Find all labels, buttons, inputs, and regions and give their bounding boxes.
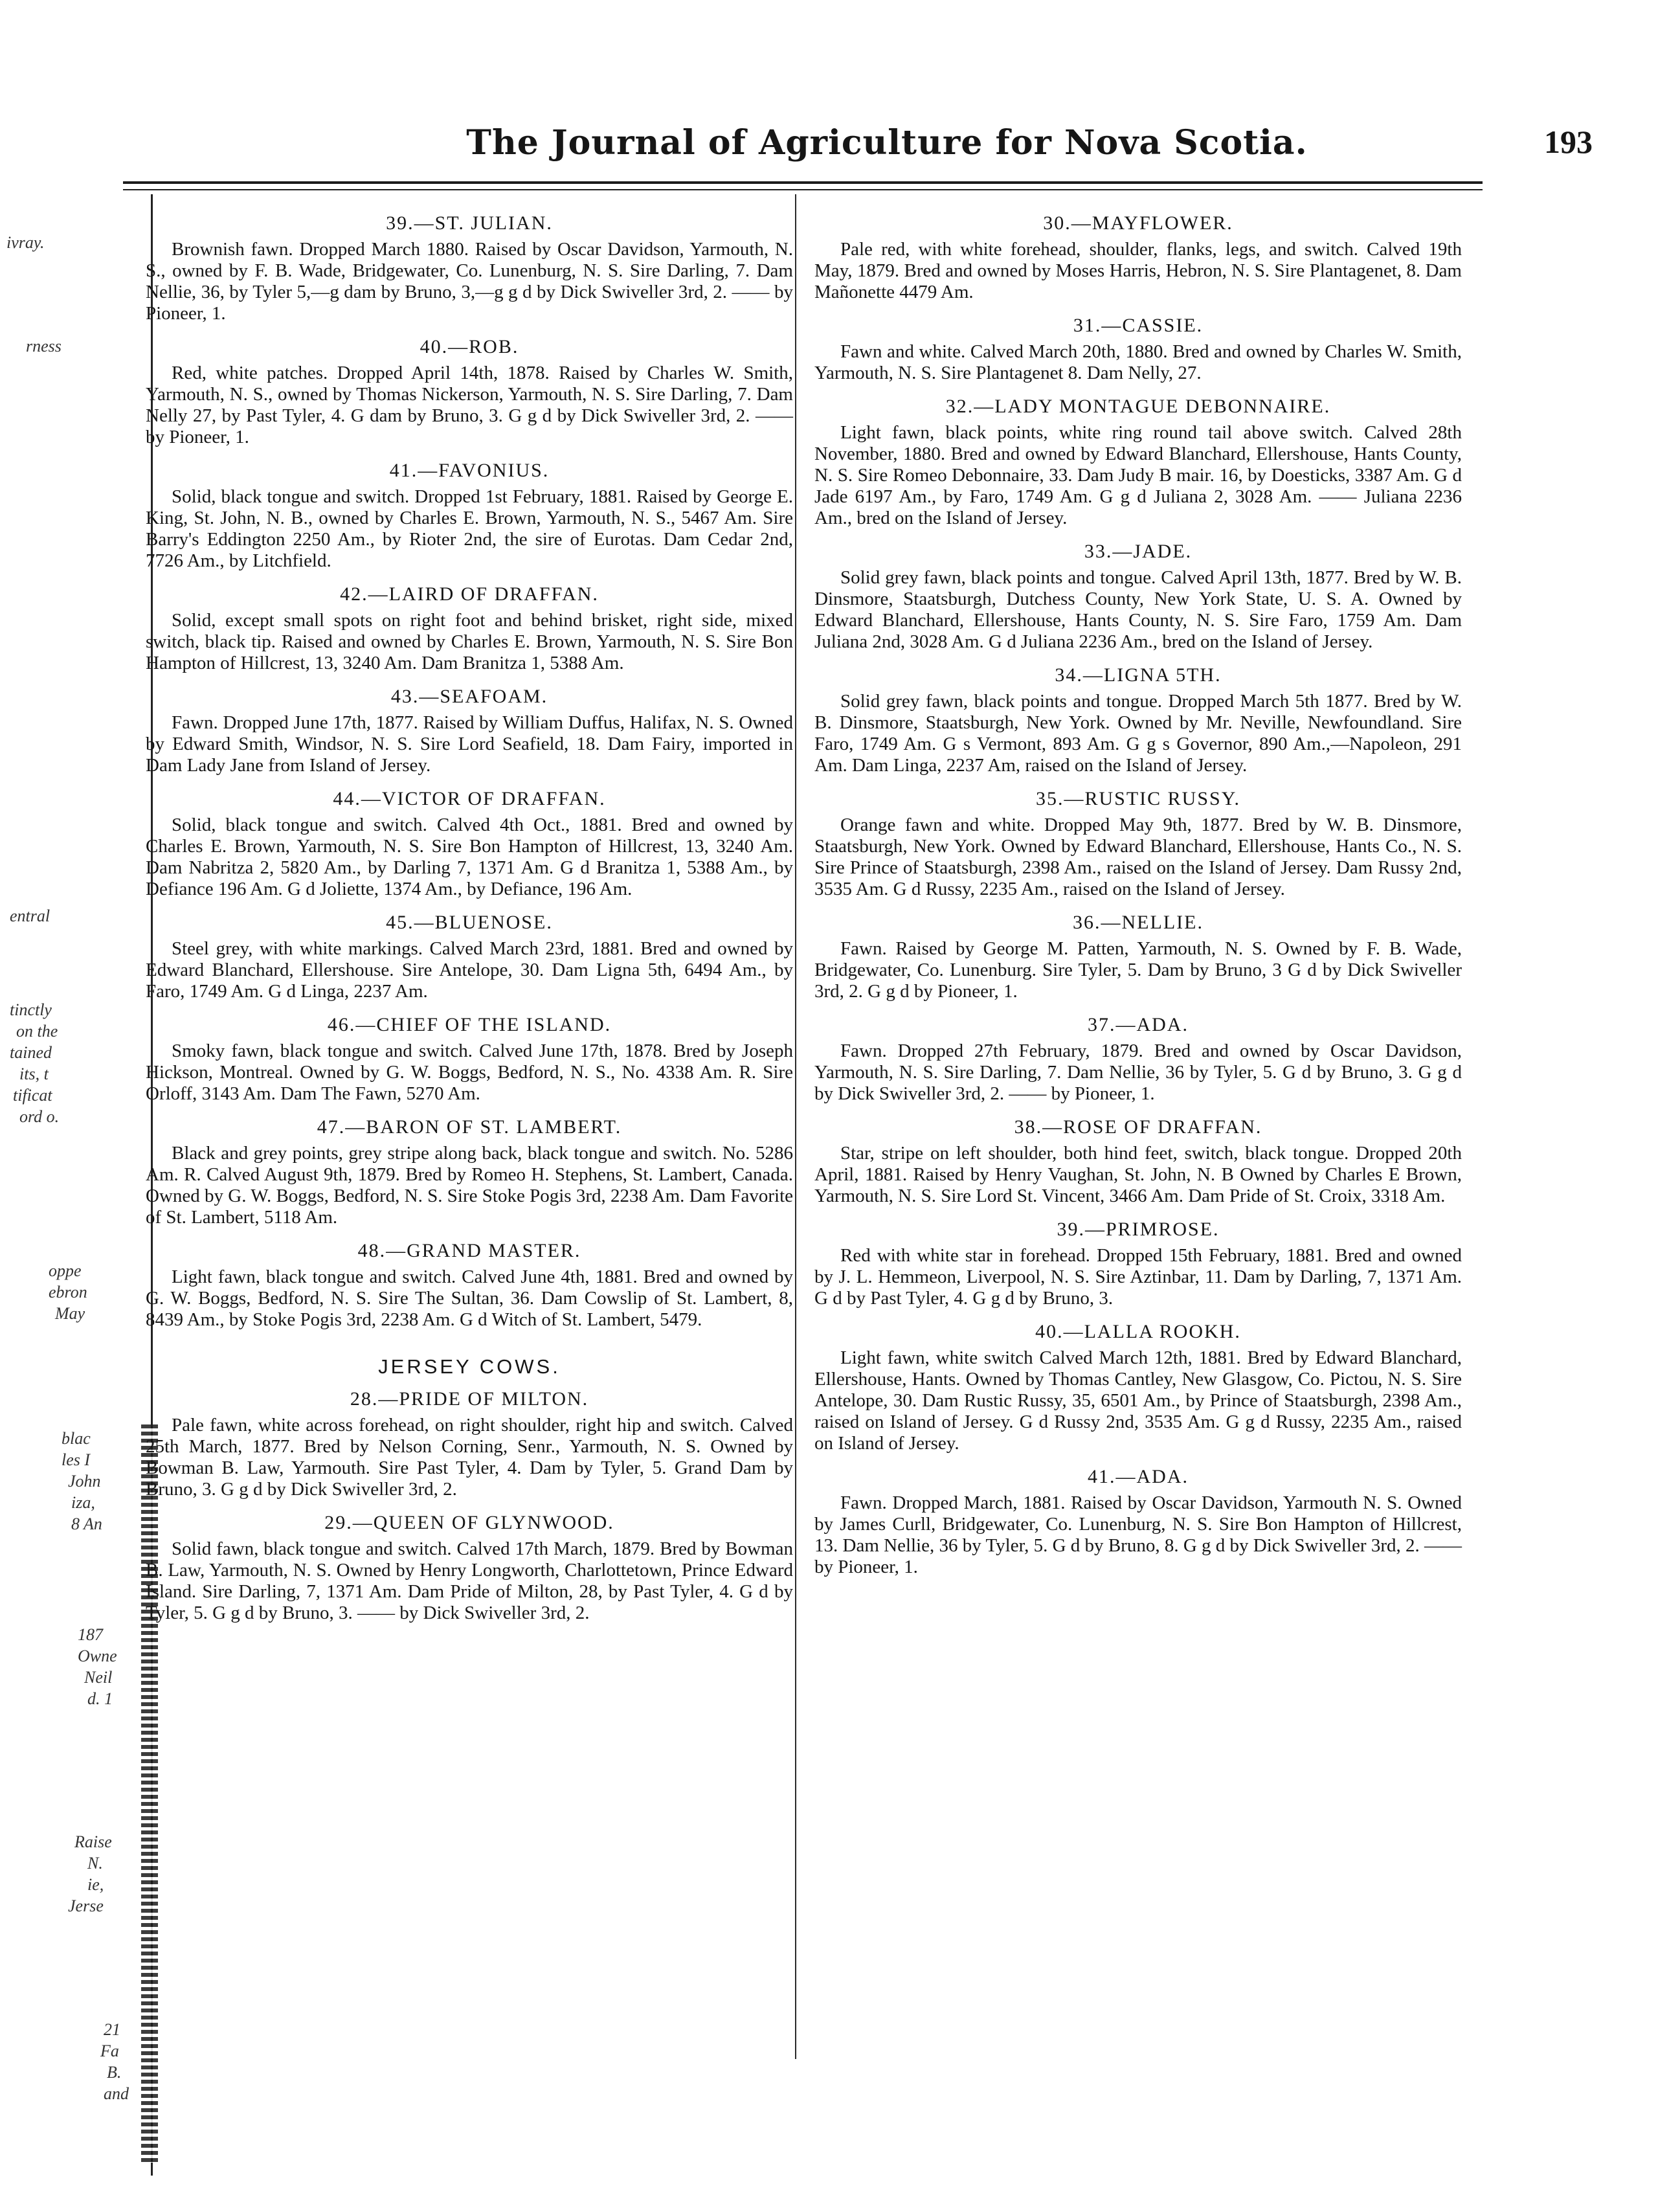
margin-fragment: Owne: [78, 1647, 117, 1665]
entry-title: 39.—PRIMROSE.: [1057, 1219, 1220, 1240]
margin-fragment: rness: [26, 337, 62, 355]
left-column: [146, 210, 793, 1634]
column-divider: [795, 194, 796, 2059]
pedigree-entry: [814, 210, 1462, 303]
pedigree-entry: [146, 1510, 793, 1624]
margin-fragment: May: [55, 1304, 85, 1323]
entry-body: Star, stripe on left shoulder, both hind feet, switch, black tongue. Dropped 20th April, 1881. Raised by Henry Vaughan, St. John, N. B Owned by Charles E Brown, Yarmouth, N. S. Sire Lord St. Vincent, 3466 Am. Dam Pride of St. Croix, 3318 Am.: [814, 1143, 1462, 1206]
margin-fragment: blac: [62, 1429, 91, 1448]
margin-fragment: ebron: [49, 1283, 87, 1301]
right-column: [814, 210, 1462, 1588]
entry-body: Light fawn, white switch Calved March 12th, 1881. Bred by Edward Blanchard, Ellershouse, Hants. Owned by Thomas Cantley, New Glasgow, Co. Pictou, N. S. Sire Antelope, 30. Dam Rustic Russy, 35, 6501 Am., by Prince of Staatsburgh, 2398 Am., raised on Island of Jersey. G d Russy 2nd, 3535 Am. G g d Russy, 2235 Am., raised on Island of Jersey.: [814, 1347, 1462, 1454]
pedigree-entry: [146, 786, 793, 900]
entry-body: Solid, except small spots on right foot and behind brisket, right side, mixed switch, black tip. Raised and owned by Charles E. Brown, Yarmouth, N. S. Sire Bon Hampton of Hillcrest, 13, 3240 Am. Dam Branitza 1, 5388 Am.: [146, 610, 793, 673]
entry-title: 47.—BARON OF ST. LAMBERT.: [317, 1116, 622, 1138]
pedigree-entry: [146, 458, 793, 572]
pedigree-entry: [814, 786, 1462, 900]
entry-body: Fawn. Dropped March, 1881. Raised by Oscar Davidson, Yarmouth N. S. Owned by James Curll, Bridgewater, Co. Lunenburg, N. S. Sire Bon Hampton of Hillcrest, 13. Dam Nellie, 36 by Tyler, 5. G d by Bruno, 8. G g d by Dick Swiveller 3rd, 2. —— by Pioneer, 1.: [814, 1492, 1462, 1577]
entry-body: Pale fawn, white across forehead, on right shoulder, right hip and switch. Calved 25th March, 1877. Bred by Nelson Corning, Senr., Yarmouth, N. S. Owned by Bowman B. Law, Yarmouth. Sire Past Tyler, 4. Dam by Tyler, 5. Grand Dam by Bruno, 3. G g d by Dick Swiveller 3rd, 2.: [146, 1415, 793, 1500]
margin-fragment: tificat: [13, 1086, 52, 1105]
margin-fragment: 8 An: [71, 1514, 102, 1533]
margin-fragment: les I: [62, 1450, 91, 1469]
entry-title: 48.—GRAND MASTER.: [357, 1240, 581, 1261]
pedigree-entry: [146, 1238, 793, 1331]
entry-title: 42.—LAIRD OF DRAFFAN.: [340, 583, 599, 605]
pedigree-entry: [814, 394, 1462, 529]
pedigree-entry: [814, 539, 1462, 653]
pedigree-entry: [146, 1012, 793, 1105]
entry-body: Black and grey points, grey stripe along back, black tongue and switch. No. 5286 Am. R. Calved August 9th, 1879. Bred by Romeo H. Stephens, St. Lambert, Canada. Owned by G. W. Boggs, Bedford, N. S. Sire Stoke Pogis 3rd, 2238 Am. Dam Favorite of St. Lambert, 5118 Am.: [146, 1143, 793, 1228]
entry-body: Solid, black tongue and switch. Dropped 1st February, 1881. Raised by George E. King, St. John, N. B., owned by Charles E. Brown, Yarmouth, N. S., 5467 Am. Sire Barry's Eddington 2250 Am., by Rioter 2nd, the sire of Eurotas. Dam Cedar 2nd, 7726 Am., by Litchfield.: [146, 486, 793, 571]
margin-fragment: ie,: [87, 1875, 104, 1894]
entry-body: Fawn and white. Calved March 20th, 1880. Bred and owned by Charles W. Smith, Yarmouth, N. S. Sire Plantagenet 8. Dam Nelly, 27.: [814, 341, 1462, 383]
margin-fragment: iza,: [71, 1493, 95, 1512]
entry-body: Red, white patches. Dropped April 14th, 1878. Raised by Charles W. Smith, Yarmouth, N. S., owned by Thomas Nickerson, Yarmouth, N. S. Sire Darling, 7. Dam Nelly 27, by Past Tyler, 4. G dam by Bruno, 3. G g d by Dick Swiveller 3rd, 2. —— by Pioneer, 1.: [146, 363, 793, 447]
margin-fragment: 21: [104, 2020, 120, 2039]
entry-title: 46.—CHIEF OF THE ISLAND.: [327, 1014, 612, 1035]
entry-body: Pale red, with white forehead, shoulder, flanks, legs, and switch. Calved 19th May, 1879. Bred and owned by Moses Harris, Hebron, N. S. Sire Plantagenet, 8. Dam Mañonette 4479 Am.: [814, 239, 1462, 302]
entry-body: Orange fawn and white. Dropped May 9th, 1877. Bred by W. B. Dinsmore, Staatsburgh, New York. Owned by Edward Blanchard, Ellershouse, Hants Co., N. S. Sire Prince of Staatsburgh, 2398 Am., raised on the Island of Jersey. Dam Russy 2nd, 3535 Am. G d Russy, 2235 Am., raised on the Island of Jersey.: [814, 815, 1462, 899]
entry-body: Solid grey fawn, black points and tongue. Calved April 13th, 1877. Bred by W. B. Dinsmore, Staatsburgh, Dutchess County, New York State, U. S. A. Owned by Edward Blanchard, Ellershouse, Hants County, N. S. Sire Faro, 1759 Am. Dam Juliana 2nd, 3028 Am. G d Juliana 2236 Am., bred on the Island of Jersey.: [814, 567, 1462, 652]
header-rule: [123, 181, 1483, 184]
entry-body: Steel grey, with white markings. Calved March 23rd, 1881. Bred and owned by Edward Blanchard, Ellershouse. Sire Antelope, 30. Dam Ligna 5th, 6494 Am., by Faro, 1749 Am. G d Linga, 2237 Am.: [146, 938, 793, 1002]
entry-body: Solid grey fawn, black points and tongue. Dropped March 5th 1877. Bred by W. B. Dinsmore, Staatsburgh, New York. Owned by Mr. Neville, Newfoundland. Sire Faro, 1749 Am. G s Vermont, 893 Am. G g s Governor, 890 Am.,—Napoleon, 291 Am. Dam Linga, 2237 Am, raised on the Island of Jersey.: [814, 691, 1462, 776]
pedigree-entry: [814, 1012, 1462, 1105]
section-heading: JERSEY COWS.: [378, 1355, 561, 1378]
pedigree-entry: [146, 1114, 793, 1228]
entry-title: 44.—VICTOR OF DRAFFAN.: [333, 788, 606, 809]
pedigree-entry: [146, 684, 793, 776]
entry-body: Solid fawn, black tongue and switch. Calved 17th March, 1879. Bred by Bowman B. Law, Yarmouth, N. S. Owned by Henry Longworth, Charlottetown, Prince Edward Island. Sire Darling, 7, 1371 Am. Dam Pride of Milton, 28, by Past Tyler, 4. G d by Tyler, 5. G g d by Bruno, 3. —— by Dick Swiveller 3rd, 2.: [146, 1538, 793, 1623]
pedigree-entry: [146, 334, 793, 448]
margin-fragment: its, t: [19, 1064, 49, 1083]
margin-fragment: entral: [10, 906, 50, 925]
entry-title: 43.—SEAFOAM.: [390, 686, 548, 707]
margin-fragment: Jerse: [68, 1897, 104, 1915]
margin-fragment: and: [104, 2084, 129, 2103]
pedigree-entry: [814, 1217, 1462, 1309]
pedigree-entry: [814, 1464, 1462, 1578]
pedigree-entry: [814, 1114, 1462, 1207]
margin-fragment: John: [68, 1472, 101, 1491]
margin-fragment: ivray.: [6, 233, 45, 252]
entry-body: Red with white star in forehead. Dropped 15th February, 1881. Bred and owned by J. L. Hemmeon, Liverpool, N. S. Sire Aztinbar, 11. Dam by Darling, 7, 1371 Am. G d by Past Tyler, 4. G g d by Bruno, 3.: [814, 1245, 1462, 1309]
pedigree-entry: [146, 1386, 793, 1500]
entry-title: 34.—LIGNA 5TH.: [1055, 664, 1222, 686]
header-rule-thin: [123, 189, 1483, 190]
entry-title: 41.—FAVONIUS.: [389, 460, 550, 481]
pedigree-entry: [146, 210, 793, 324]
entry-body: Smoky fawn, black tongue and switch. Calved June 17th, 1878. Bred by Joseph Hickson, Montreal. Owned by G. W. Boggs, Bedford, N. S., No. 4338 Am. R. Sire Orloff, 3143 Am. Dam The Fawn, 5270 Am.: [146, 1041, 793, 1104]
entry-title: 33.—JADE.: [1084, 541, 1193, 562]
pedigree-entry: [146, 910, 793, 1002]
entry-title: 36.—NELLIE.: [1073, 912, 1204, 933]
entry-title: 31.—CASSIE.: [1073, 315, 1204, 336]
entry-body: Solid, black tongue and switch. Calved 4th Oct., 1881. Bred and owned by Charles E. Brown, Yarmouth, N. S. Sire Bon Hampton of Hillcrest, 13, 3240 Am. Dam Nabritza 2, 5820 Am., by Darling 7, 1371 Am. G d Branitza 1, 5388 Am., by Defiance 196 Am. G d Joliette, 1374 Am., by Defiance, 196 Am.: [146, 815, 793, 899]
entry-title: 37.—ADA.: [1088, 1014, 1189, 1035]
margin-fragment: Raise: [74, 1832, 112, 1851]
entry-body: Light fawn, black points, white ring round tail above switch. Calved 28th November, 1880. Bred and owned by Edward Blanchard, Ellershouse, Hants County, N. S. Sire Romeo Debonnaire, 33. Dam Judy B mair. 16, by Doesticks, 3387 Am. G d Jade 6197 Am., by Faro, 1749 Am. G g d Juliana 2, 3028 Am. —— Juliana 2236 Am., bred on the Island of Jersey.: [814, 422, 1462, 528]
entry-body: Fawn. Dropped 27th February, 1879. Bred and owned by Oscar Davidson, Yarmouth, N. S. Sire Darling, 7. Dam Nellie, 36 by Tyler, 5. G d by Bruno, 3. G g d by Dick Swiveller 3rd, 2. —— by Pioneer, 1.: [814, 1041, 1462, 1104]
margin-fragment: Neil: [84, 1668, 113, 1687]
margin-fragment: 187: [78, 1625, 103, 1644]
entry-title: 40.—LALLA ROOKH.: [1035, 1321, 1241, 1342]
margin-fragment: N.: [87, 1854, 103, 1873]
entry-title: 39.—ST. JULIAN.: [386, 212, 553, 234]
pedigree-entry: [814, 313, 1462, 384]
margin-fragment: d. 1: [87, 1689, 113, 1708]
entry-title: 28.—PRIDE OF MILTON.: [350, 1388, 589, 1410]
entry-title: 29.—QUEEN OF GLYNWOOD.: [324, 1512, 614, 1533]
pedigree-entry: [814, 910, 1462, 1002]
pedigree-entry: [146, 581, 793, 674]
journal-title: The Journal of Agriculture for Nova Scotia.: [466, 123, 1308, 163]
entry-title: 41.—ADA.: [1088, 1466, 1189, 1487]
margin-fragment: Fa: [100, 2042, 119, 2060]
entry-title: 35.—RUSTIC RUSSY.: [1035, 788, 1241, 809]
entry-title: 38.—ROSE OF DRAFFAN.: [1014, 1116, 1262, 1138]
margin-fragment: oppe: [49, 1261, 82, 1280]
entry-body: Fawn. Raised by George M. Patten, Yarmouth, N. S. Owned by F. B. Wade, Bridgewater, Co. Lunenburg. Sire Tyler, 5. Dam by Bruno, 3 G d by Dick Swiveller 3rd, 2. G g d by Pioneer, 1.: [814, 938, 1462, 1002]
margin-fragment: ord o.: [19, 1107, 60, 1126]
page-header: [155, 123, 1618, 175]
margin-fragment: on the: [16, 1022, 58, 1041]
pedigree-entry: [814, 1319, 1462, 1454]
page-number: 193: [1544, 124, 1593, 160]
margin-fragment: tinctly: [10, 1000, 52, 1019]
entry-body: Brownish fawn. Dropped March 1880. Raised by Oscar Davidson, Yarmouth, N. S., owned by F. B. Wade, Bridgewater, Co. Lunenburg, N. S. Sire Darling, 7. Dam Nellie, 36, by Tyler 5,—g dam by Bruno, 3,—g g d by Dick Swiveller 3rd, 2. —— by Pioneer, 1.: [146, 239, 793, 324]
entry-body: Light fawn, black tongue and switch. Calved June 4th, 1881. Bred and owned by G. W. Boggs, Bedford, N. S. Sire The Sultan, 36. Dam Cowslip of St. Lambert, 8, 8439 Am., by Stoke Pogis 3rd, 2238 Am. G d Witch of St. Lambert, 5479.: [146, 1266, 793, 1330]
entry-title: 45.—BLUENOSE.: [386, 912, 553, 933]
entry-title: 32.—LADY MONTAGUE DEBONNAIRE.: [945, 396, 1331, 417]
pedigree-entry: [814, 662, 1462, 776]
margin-fragment: B.: [107, 2063, 122, 2082]
entry-title: 40.—ROB.: [420, 336, 519, 357]
entry-title: 30.—MAYFLOWER.: [1043, 212, 1233, 234]
entry-body: Fawn. Dropped June 17th, 1877. Raised by William Duffus, Halifax, N. S. Owned by Edward Smith, Windsor, N. S. Sire Lord Seafield, 18. Dam Fairy, imported in Dam Lady Jane from Island of Jersey.: [146, 712, 793, 776]
margin-fragment: tained: [10, 1043, 52, 1062]
